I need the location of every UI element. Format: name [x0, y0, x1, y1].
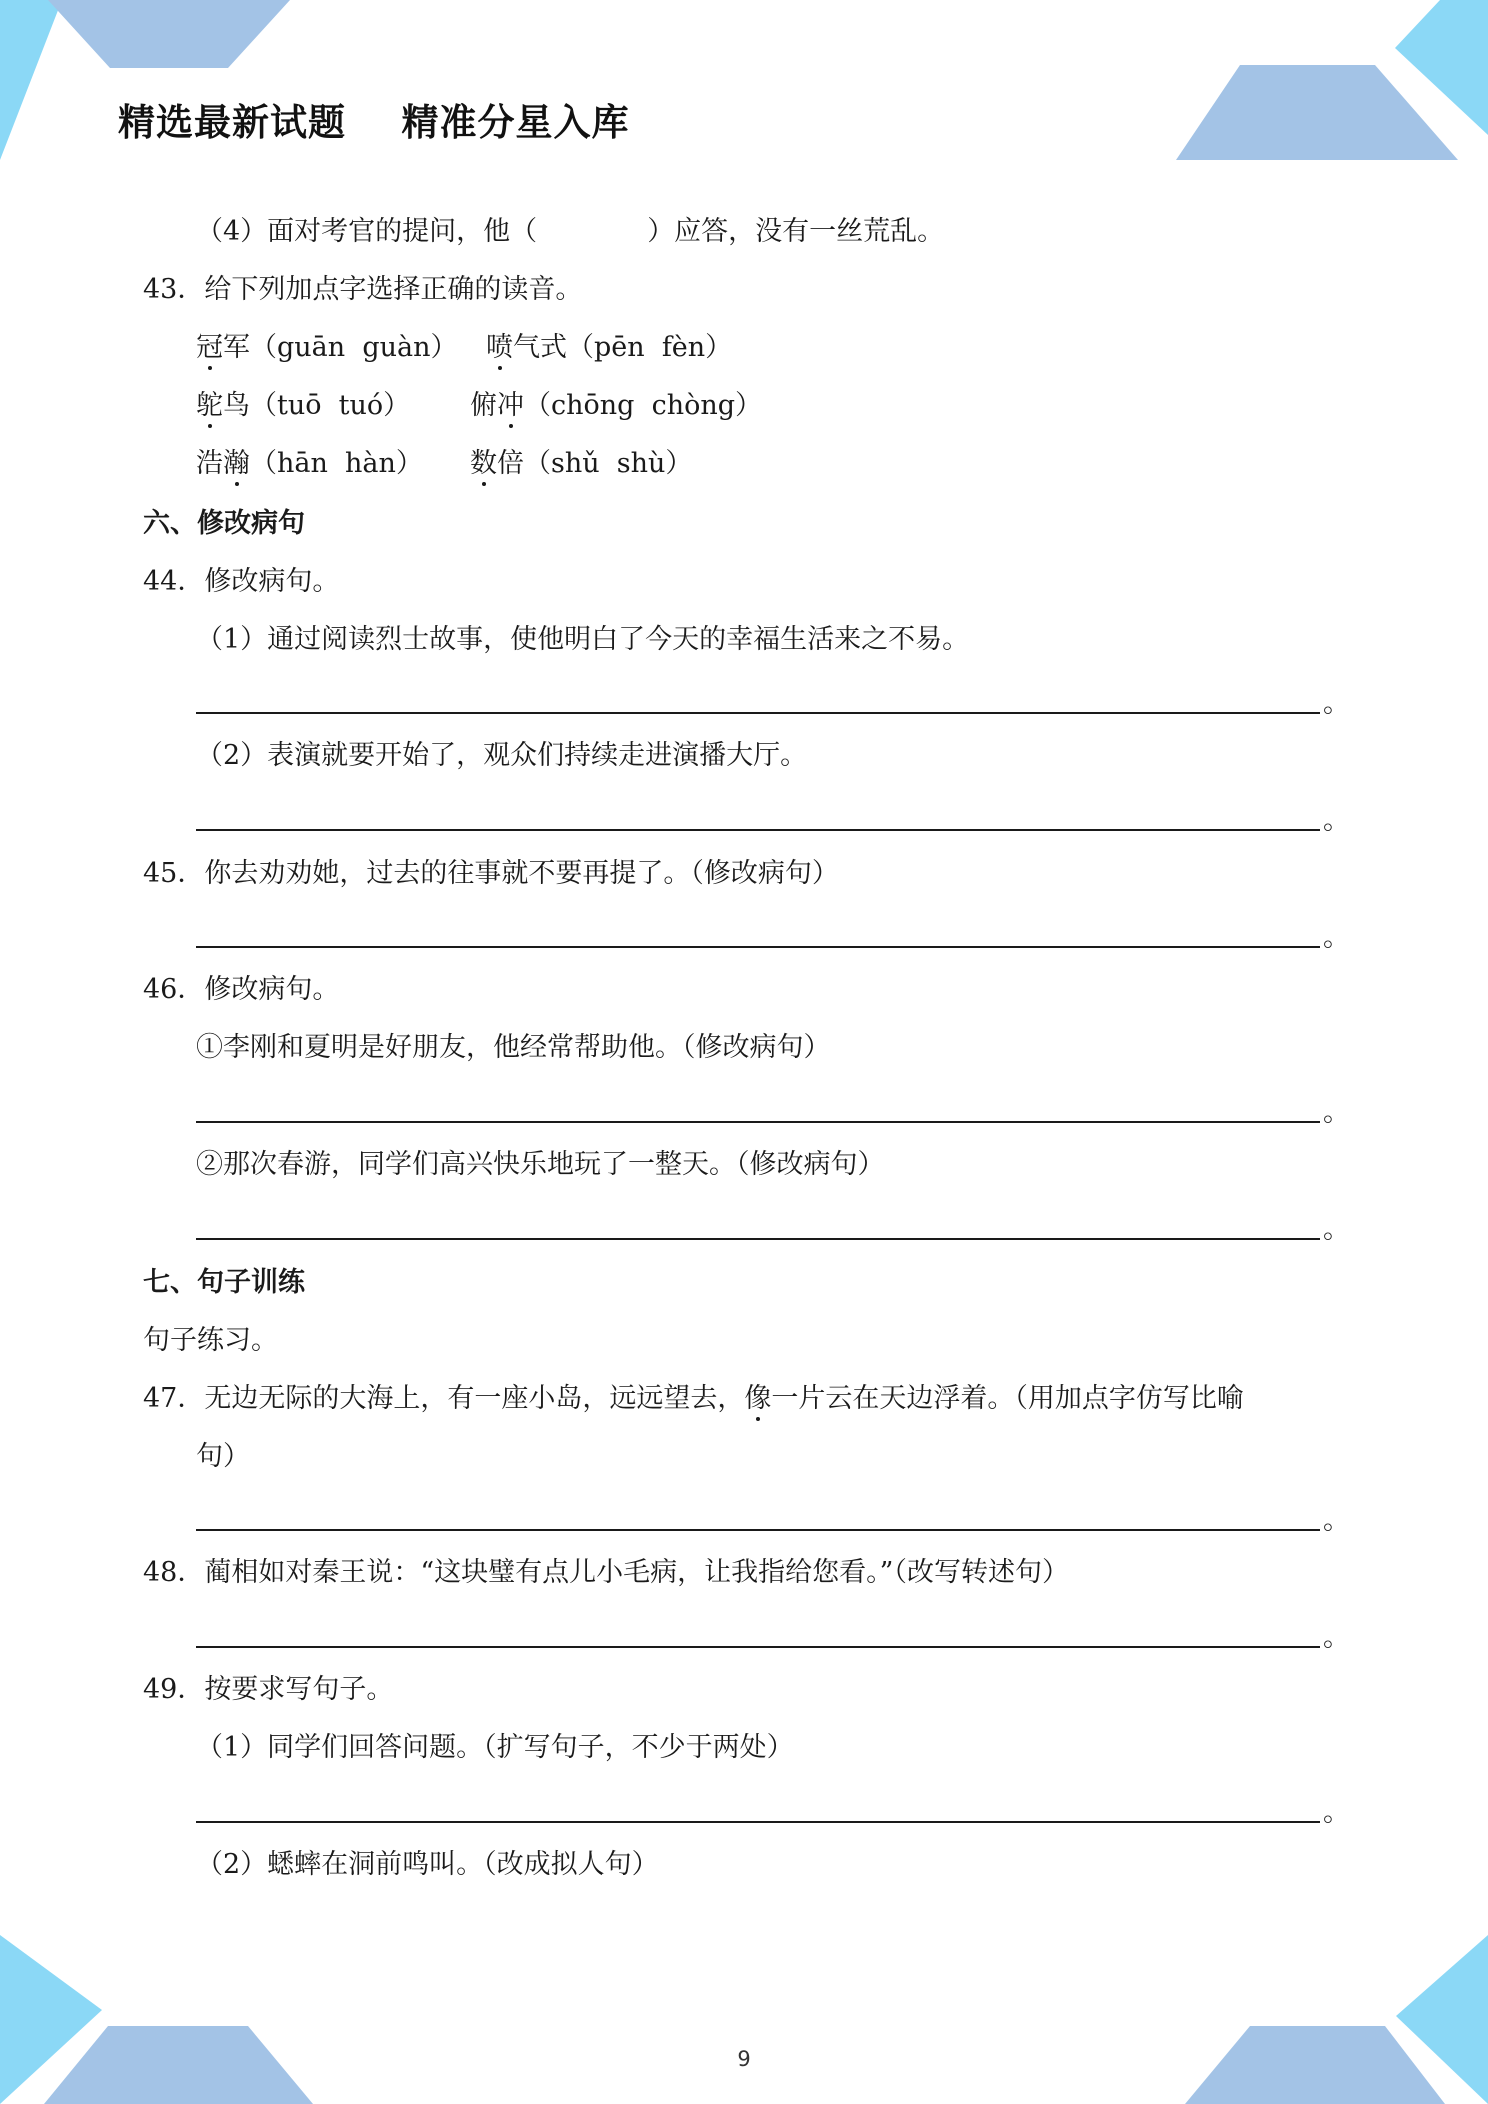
char: 浩: [196, 448, 223, 479]
q49-stem: 49．按要求写句子。: [143, 1674, 394, 1705]
dotted-char: 鸵: [196, 390, 223, 421]
answer-period: 。: [1323, 1622, 1350, 1653]
dotted-char: 冲: [497, 390, 524, 421]
q48-text: 48．蔺相如对秦王说：“这块璧有点儿小毛病，让我指给您看。”（改写转述句）: [143, 1557, 1069, 1588]
dotted-char: 喷: [486, 332, 513, 363]
char: 俯: [470, 390, 497, 421]
answer-line[interactable]: [196, 1646, 1320, 1648]
answer-line[interactable]: [196, 712, 1320, 714]
dotted-char: 冠: [196, 332, 223, 363]
q44-stem: 44．修改病句。: [143, 566, 340, 597]
answer-line[interactable]: [196, 1121, 1320, 1123]
pinyin-options: 倍（shǔ shù）: [497, 448, 693, 479]
q43-word-tuoniao: [196, 392, 410, 419]
q43-word-penqishi: [486, 334, 732, 361]
answer-period: 。: [1323, 1214, 1350, 1245]
pinyin-options: 军（guān guàn）: [223, 332, 458, 363]
pinyin-options: 式（pēn fèn）: [540, 332, 733, 363]
q49-sentence-2: （2）蟋蟀在洞前鸣叫。（改成拟人句）: [196, 1849, 659, 1880]
q43-word-guanjun: [196, 334, 457, 361]
pinyin-options: 鸟（tuō tuó）: [223, 390, 411, 421]
q44-sentence-2: （2）表演就要开始了，观众们持续走进演播大厅。: [196, 740, 808, 771]
q45-text: 45．你去劝劝她，过去的往事就不要再提了。（修改病句）: [143, 858, 839, 889]
answer-line[interactable]: [196, 1529, 1320, 1531]
dotted-char: 瀚: [223, 448, 250, 479]
q42-item-4-after: ）应答，没有一丝荒乱。: [647, 216, 945, 247]
decor-trapezoid-top-right: [1176, 65, 1458, 160]
q43-word-shubei: [470, 450, 692, 477]
dotted-char: 像: [744, 1383, 772, 1414]
pinyin-options: （chōng chòng）: [524, 390, 763, 421]
char: 气: [513, 332, 540, 363]
q43-word-haohan: [196, 450, 423, 477]
q44-sentence-1: （1）通过阅读烈士故事，使他明白了今天的幸福生活来之不易。: [196, 624, 970, 655]
pinyin-options: （hān hàn）: [250, 448, 423, 479]
dotted-char: 数: [470, 448, 497, 479]
q47-text: [143, 1385, 1244, 1412]
decor-trapezoid-top-left: [48, 0, 290, 68]
answer-period: 。: [1323, 805, 1350, 836]
q47-text-line2: 句）: [196, 1441, 250, 1472]
q49-sentence-1: （1）同学们回答问题。（扩写句子，不少于两处）: [196, 1732, 794, 1763]
answer-period: 。: [1323, 1505, 1350, 1536]
answer-period: 。: [1323, 688, 1350, 719]
section-heading-6: 六、修改病句: [143, 508, 305, 539]
answer-line[interactable]: [196, 946, 1320, 948]
section-7-intro: 句子练习。: [143, 1325, 278, 1356]
q43-stem: 43．给下列加点字选择正确的读音。: [143, 274, 583, 305]
q47-text-after: 一片云在天边浮着。（用加点字仿写比喻: [771, 1383, 1244, 1414]
q47-text-before: 47．无边无际的大海上，有一座小岛，远远望去，: [143, 1383, 745, 1414]
answer-line[interactable]: [196, 1238, 1320, 1240]
answer-period: 。: [1323, 922, 1350, 953]
q46-sentence-1: ①李刚和夏明是好朋友，他经常帮助他。（修改病句）: [196, 1032, 831, 1063]
answer-line[interactable]: [196, 1821, 1320, 1823]
q46-sentence-2: ②那次春游，同学们高兴快乐地玩了一整天。（修改病句）: [196, 1149, 885, 1180]
q43-word-fuchong: [470, 392, 762, 419]
answer-line[interactable]: [196, 829, 1320, 831]
answer-period: 。: [1323, 1097, 1350, 1128]
answer-period: 。: [1323, 1797, 1350, 1828]
q46-stem: 46．修改病句。: [143, 974, 340, 1005]
q42-item-4-before: （4）面对考官的提问，他（: [196, 216, 538, 247]
q42-item-4: [196, 218, 944, 245]
header-title: 精选最新试题 精准分星入库: [118, 101, 630, 144]
page-number: 9: [737, 2047, 751, 2071]
section-heading-7: 七、句子训练: [143, 1267, 305, 1298]
decor-triangle-top-left: [0, 0, 62, 160]
